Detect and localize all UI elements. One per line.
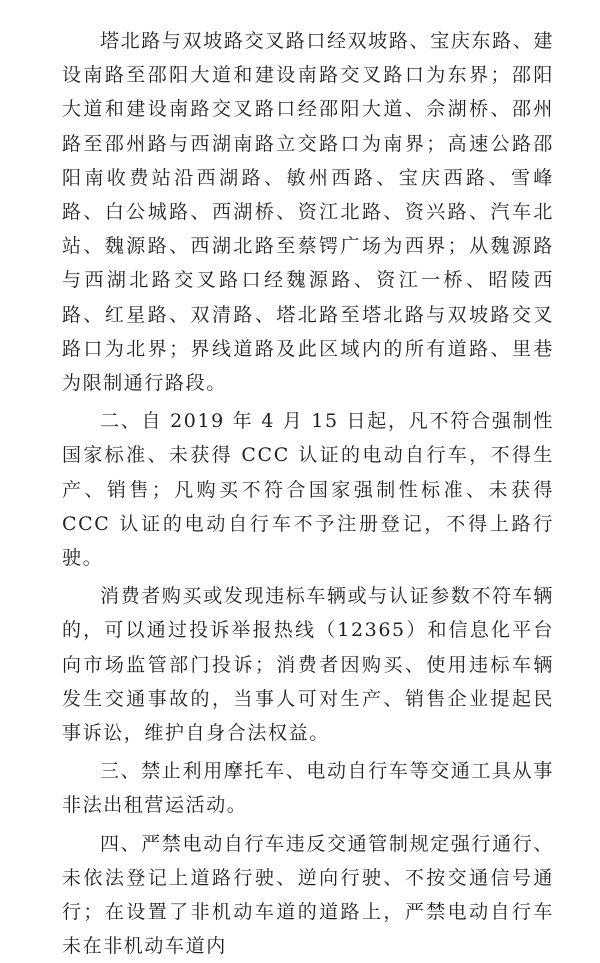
paragraph-item-four: 四、严禁电动自行车违反交通管制规定强行通行、未依法登记上道路行驶、逆向行驶、不按交通信号通行；在设置了非机动车道的道路上，严禁电动自行车未在非机动车道内 [62, 832, 554, 958]
paragraph-item-two: 二、自 2019 年 4 月 15 日起，凡不符合强制性国家标准、未获得 CCC 认证的电动自行车，不得生产、销售；凡购买不符合国家强制性标准、未获得 CCC 认证的电动自行车不予注册登记，不得上路行驶。 [62, 410, 554, 570]
paragraph-item-three: 三、禁止利用摩托车、电动自行车等交通工具从事非法出租营运活动。 [62, 760, 554, 817]
paragraph-consumer-complaint: 消费者购买或发现违标车辆或与认证参数不符车辆的，可以通过投诉举报热线（12365）和信息化平台向市场监管部门投诉；消费者因购买、使用违标车辆发生交通事故的，当事人可对生产、销售企业提起民事诉讼，维护自身合法权益。 [62, 585, 554, 745]
paragraph-boundary-description: 塔北路与双坡路交叉路口经双坡路、宝庆东路、建设南路至邵阳大道和建设南路交叉路口为东界；邵阳大道和建设南路交叉路口经邵阳大道、佘湖桥、邵州路至邵州路与西湖南路立交路口为南界；高速公路邵阳南收费站沿西湖路、敏州西路、宝庆西路、雪峰路、白公城路、西湖桥、资江北路、资兴路、汽车北站、魏源路、西湖北路至蔡锷广场为西界；从魏源路与西湖北路交叉路口经魏源路、资江一桥、昭陵西路、红星路、双清路、塔北路至塔北路与双坡路交叉路口为北界；界线道路及此区域内的所有道路、里巷为限制通行路段。 [62, 30, 554, 395]
